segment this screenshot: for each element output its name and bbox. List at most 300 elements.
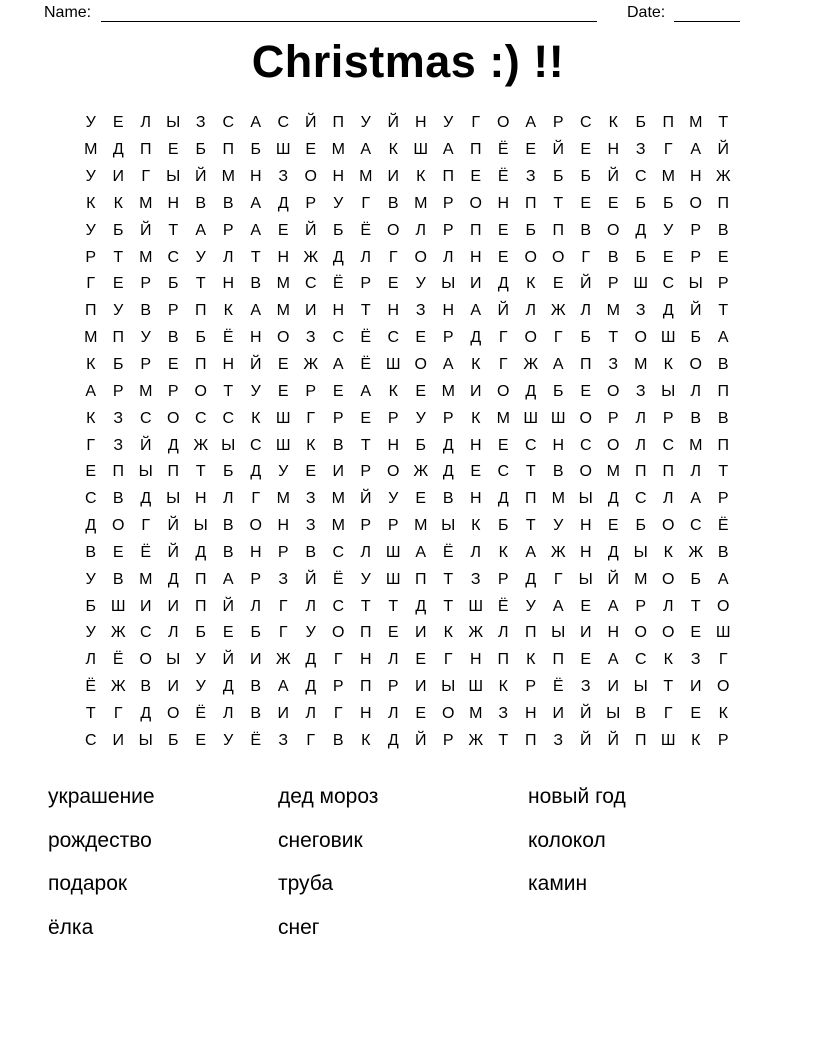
grid-letter: М (414, 517, 428, 535)
grid-letter: Ж (523, 356, 539, 374)
grid-letter: Т (690, 597, 701, 615)
grid-letter: У (388, 490, 399, 508)
grid-letter: Ы (441, 517, 456, 535)
grid-letter: Е (497, 221, 509, 239)
grid-letter: Ё (360, 356, 372, 374)
grid-letter: Ш (385, 570, 401, 588)
grid-letter: Е (277, 356, 289, 374)
grid-letter: Н (332, 168, 345, 186)
grid-letter: Ё (497, 597, 509, 615)
grid-letter: Е (497, 248, 509, 266)
grid-letter: А (250, 221, 262, 239)
grid-letter: Б (113, 356, 124, 374)
grid-letter: В (607, 248, 619, 266)
grid-letter: Г (278, 624, 288, 642)
grid-letter: Т (250, 248, 261, 266)
grid-letter: Ы (606, 704, 621, 722)
grid-letter: У (360, 570, 371, 588)
grid-letter: П (332, 114, 344, 132)
grid-letter: Е (580, 597, 592, 615)
grid-letter: Ш (413, 141, 429, 159)
word-item: снеговик (278, 828, 363, 852)
grid-letter: Л (415, 221, 426, 239)
grid-letter: О (469, 194, 482, 212)
grid-letter: З (305, 329, 316, 347)
grid-letter: Г (251, 490, 261, 508)
grid-letter: М (359, 168, 373, 186)
grid-letter: Е (112, 275, 124, 293)
word-item: ёлка (48, 915, 94, 939)
grid-letter: Д (525, 570, 537, 588)
grid-letter: Б (498, 517, 509, 535)
grid-letter: М (634, 356, 648, 374)
word-list (48, 775, 768, 950)
date-input-line[interactable] (674, 1, 740, 22)
grid-letter: Е (690, 624, 702, 642)
grid-letter: В (167, 329, 179, 347)
grid-letter: А (607, 651, 619, 669)
grid-letter: Е (112, 114, 124, 132)
grid-letter: У (195, 678, 206, 696)
grid-letter: О (414, 248, 427, 266)
grid-letter: И (552, 704, 564, 722)
grid-letter: Й (305, 114, 317, 132)
grid-letter: У (663, 221, 674, 239)
grid-letter: Н (414, 114, 427, 132)
grid-letter: К (86, 356, 96, 374)
grid-letter: М (689, 114, 703, 132)
grid-letter: Л (223, 490, 234, 508)
grid-letter: В (635, 704, 647, 722)
grid-letter: О (497, 114, 510, 132)
grid-letter: Г (113, 704, 123, 722)
grid-letter: М (139, 194, 153, 212)
grid-letter: О (552, 248, 565, 266)
grid-letter: Д (140, 704, 152, 722)
grid-letter: Р (525, 678, 537, 696)
grid-letter: Р (387, 409, 399, 427)
grid-letter: О (689, 356, 702, 374)
grid-letter: Н (359, 651, 372, 669)
grid-letter: П (580, 356, 592, 374)
word-item: колокол (528, 828, 606, 852)
grid-letter: Ё (222, 329, 234, 347)
grid-letter: Б (525, 221, 536, 239)
grid-letter: О (662, 517, 675, 535)
grid-letter: Ё (85, 678, 97, 696)
grid-letter: А (717, 329, 729, 347)
grid-letter: В (250, 678, 262, 696)
grid-letter: Р (717, 275, 729, 293)
grid-letter: П (635, 731, 647, 749)
grid-letter: У (85, 168, 96, 186)
grid-letter: А (250, 114, 262, 132)
grid-letter: О (112, 517, 125, 535)
grid-letter: Ё (552, 678, 564, 696)
grid-letter: К (86, 194, 96, 212)
grid-letter: З (635, 141, 646, 159)
grid-letter: С (304, 275, 317, 293)
grid-letter: Р (85, 248, 97, 266)
grid-letter: Р (662, 409, 674, 427)
grid-letter: Т (553, 194, 564, 212)
grid-letter: Д (635, 221, 647, 239)
grid-letter: Е (580, 651, 592, 669)
grid-letter: Б (635, 194, 646, 212)
grid-letter: Т (443, 597, 454, 615)
grid-letter: П (222, 141, 234, 159)
grid-letter: Е (607, 194, 619, 212)
grid-letter: Ё (195, 704, 207, 722)
grid-letter: В (387, 194, 399, 212)
word-list-column (278, 775, 528, 950)
grid-letter: У (250, 382, 261, 400)
grid-letter: Л (498, 624, 509, 642)
grid-letter: А (250, 302, 262, 320)
grid-letter: Ш (468, 678, 484, 696)
grid-letter: Е (607, 517, 619, 535)
grid-letter: О (524, 248, 537, 266)
grid-letter: Д (607, 490, 619, 508)
grid-letter: Л (305, 597, 316, 615)
grid-letter: Й (195, 168, 207, 186)
grid-letter: П (552, 651, 564, 669)
grid-letter: К (443, 624, 453, 642)
grid-letter: У (140, 329, 151, 347)
grid-letter: П (525, 731, 537, 749)
grid-letter: З (415, 302, 426, 320)
grid-letter: Д (140, 490, 152, 508)
grid-letter: Р (552, 114, 564, 132)
grid-letter: Ж (110, 678, 126, 696)
grid-letter: Л (360, 248, 371, 266)
grid-letter: С (332, 329, 345, 347)
grid-letter: Н (359, 704, 372, 722)
grid-letter: М (496, 409, 510, 427)
grid-letter: У (195, 248, 206, 266)
grid-letter: П (195, 356, 207, 374)
grid-letter: Н (387, 302, 400, 320)
grid-letter: Л (470, 543, 481, 561)
grid-letter: С (497, 463, 510, 481)
grid-letter: Ш (550, 409, 566, 427)
grid-letter: Н (607, 141, 620, 159)
grid-letter: О (387, 463, 400, 481)
grid-letter: М (84, 141, 98, 159)
grid-letter: Д (497, 275, 509, 293)
grid-letter: Р (250, 570, 262, 588)
grid-letter: О (414, 356, 427, 374)
grid-letter: Ж (715, 168, 731, 186)
grid-letter: И (470, 275, 482, 293)
grid-letter: Г (361, 194, 371, 212)
grid-letter: С (524, 436, 537, 454)
grid-letter: П (85, 302, 97, 320)
grid-letter: П (525, 490, 537, 508)
grid-letter: Г (498, 329, 508, 347)
grid-letter: Е (332, 382, 344, 400)
grid-letter: Т (718, 463, 729, 481)
grid-letter: Е (112, 543, 124, 561)
grid-letter: Й (497, 302, 509, 320)
grid-letter: П (662, 463, 674, 481)
grid-letter: Г (718, 651, 728, 669)
grid-letter: М (331, 490, 345, 508)
grid-letter: Р (442, 329, 454, 347)
grid-letter: Л (223, 248, 234, 266)
grid-letter: Б (635, 517, 646, 535)
grid-letter: Л (663, 490, 674, 508)
grid-letter: Д (85, 517, 97, 535)
grid-letter: К (388, 382, 398, 400)
grid-letter: Т (525, 463, 536, 481)
grid-letter: В (222, 543, 234, 561)
grid-letter: Ж (303, 248, 319, 266)
grid-letter: Л (443, 248, 454, 266)
grid-letter: Ш (110, 597, 126, 615)
grid-letter: Л (168, 624, 179, 642)
grid-letter: Р (442, 409, 454, 427)
grid-letter: П (635, 463, 647, 481)
grid-letter: С (222, 409, 235, 427)
grid-letter: К (471, 517, 481, 535)
grid-letter: У (278, 463, 289, 481)
grid-letter: Б (195, 329, 206, 347)
grid-letter: Б (333, 221, 344, 239)
grid-letter: Р (360, 517, 372, 535)
grid-letter: О (194, 382, 207, 400)
grid-letter: П (140, 141, 152, 159)
grid-letter: Г (333, 704, 343, 722)
grid-letter: И (167, 597, 179, 615)
grid-letter: Д (662, 302, 674, 320)
grid-letter: К (498, 678, 508, 696)
grid-letter: А (525, 543, 537, 561)
grid-letter: И (415, 624, 427, 642)
grid-letter: М (139, 248, 153, 266)
grid-letter: Ж (468, 624, 484, 642)
name-input-line[interactable] (101, 1, 597, 22)
grid-letter: Ы (633, 543, 648, 561)
grid-letter: Й (607, 570, 619, 588)
grid-letter: Е (717, 248, 729, 266)
grid-letter: Т (223, 382, 234, 400)
grid-letter: П (195, 302, 207, 320)
grid-letter: Е (167, 356, 179, 374)
grid-letter: З (470, 570, 481, 588)
grid-letter: Ж (110, 624, 126, 642)
grid-letter: Д (442, 436, 454, 454)
grid-letter: У (85, 624, 96, 642)
grid-letter: У (415, 275, 426, 293)
grid-letter: Г (443, 651, 453, 669)
grid-letter: Д (470, 329, 482, 347)
grid-letter: О (717, 597, 730, 615)
word-item: снег (278, 915, 320, 939)
grid-letter: С (249, 436, 262, 454)
grid-letter: Б (635, 114, 646, 132)
grid-letter: Ы (166, 168, 181, 186)
grid-letter: Т (195, 275, 206, 293)
grid-letter: А (552, 597, 564, 615)
word-item: рождество (48, 828, 152, 852)
grid-letter: Т (195, 463, 206, 481)
grid-letter: С (167, 248, 180, 266)
grid-letter: П (415, 570, 427, 588)
grid-letter: М (276, 275, 290, 293)
grid-letter: Ж (688, 543, 704, 561)
grid-letter: Ж (550, 302, 566, 320)
grid-letter: Г (553, 570, 563, 588)
grid-letter: К (608, 114, 618, 132)
grid-letter: Ы (166, 651, 181, 669)
grid-letter: У (113, 302, 124, 320)
grid-letter: Ж (550, 543, 566, 561)
grid-letter: Р (690, 248, 702, 266)
grid-letter: С (387, 329, 400, 347)
grid-letter: Ё (360, 221, 372, 239)
grid-letter: Н (579, 517, 592, 535)
grid-letter: Ж (193, 436, 209, 454)
grid-letter: К (471, 409, 481, 427)
grid-letter: Й (580, 275, 592, 293)
grid-letter: О (497, 382, 510, 400)
grid-letter: А (360, 141, 372, 159)
grid-letter: Й (305, 570, 317, 588)
grid-letter: Й (607, 731, 619, 749)
grid-letter: Н (442, 302, 455, 320)
grid-letter: У (305, 624, 316, 642)
grid-letter: Л (305, 704, 316, 722)
grid-letter: Н (469, 248, 482, 266)
grid-letter: А (360, 382, 372, 400)
grid-letter: Р (442, 221, 454, 239)
grid-letter: Д (305, 651, 317, 669)
grid-letter: З (608, 356, 619, 374)
grid-letter: М (139, 382, 153, 400)
grid-letter: А (332, 356, 344, 374)
grid-letter: А (222, 570, 234, 588)
grid-letter: А (442, 141, 454, 159)
grid-letter: К (526, 651, 536, 669)
grid-letter: Л (388, 704, 399, 722)
grid-letter: Ы (166, 490, 181, 508)
grid-letter: Р (360, 463, 372, 481)
grid-letter: Ё (442, 543, 454, 561)
grid-letter: Т (168, 221, 179, 239)
grid-letter: З (195, 114, 206, 132)
grid-letter: Й (360, 490, 372, 508)
grid-letter: И (140, 597, 152, 615)
grid-letter: К (691, 731, 701, 749)
grid-letter: Е (387, 275, 399, 293)
grid-letter: Е (277, 221, 289, 239)
grid-letter: Н (579, 543, 592, 561)
grid-letter: Ы (193, 517, 208, 535)
grid-letter: Д (112, 141, 124, 159)
grid-letter: П (360, 624, 372, 642)
grid-letter: З (635, 382, 646, 400)
grid-letter: Б (250, 624, 261, 642)
grid-letter: К (663, 356, 673, 374)
grid-letter: Й (580, 704, 592, 722)
grid-letter: Е (525, 141, 537, 159)
grid-letter: Б (195, 624, 206, 642)
grid-letter: Б (580, 168, 591, 186)
grid-letter: Е (305, 463, 317, 481)
grid-letter: А (250, 194, 262, 212)
grid-letter: Д (607, 543, 619, 561)
grid-letter: М (689, 436, 703, 454)
grid-letter: Б (553, 168, 564, 186)
grid-letter: П (525, 194, 537, 212)
grid-letter: М (331, 141, 345, 159)
grid-letter: К (251, 409, 261, 427)
grid-letter: С (222, 114, 235, 132)
grid-letter: И (607, 678, 619, 696)
grid-letter: Л (525, 302, 536, 320)
grid-letter: Б (663, 194, 674, 212)
grid-letter: Е (415, 490, 427, 508)
grid-letter: Е (662, 248, 674, 266)
grid-letter: Ё (250, 731, 262, 749)
grid-letter: Н (249, 329, 262, 347)
grid-letter: Е (580, 382, 592, 400)
grid-letter: К (498, 543, 508, 561)
grid-letter: А (277, 678, 289, 696)
grid-letter: Ы (661, 382, 676, 400)
grid-letter: Л (663, 597, 674, 615)
grid-letter: Ш (385, 356, 401, 374)
grid-letter: Р (607, 409, 619, 427)
grid-letter: И (167, 678, 179, 696)
grid-letter: В (332, 436, 344, 454)
grid-letter: О (332, 624, 345, 642)
grid-letter: П (662, 114, 674, 132)
grid-letter: Н (222, 356, 235, 374)
grid-letter: М (276, 302, 290, 320)
grid-letter: Р (360, 275, 372, 293)
grid-letter: Ё (332, 275, 344, 293)
grid-letter: Р (442, 731, 454, 749)
grid-letter: Й (552, 141, 564, 159)
grid-letter: Й (717, 141, 729, 159)
grid-letter: Ш (715, 624, 731, 642)
grid-letter: Г (306, 731, 316, 749)
grid-letter: О (634, 329, 647, 347)
grid-letter: В (140, 302, 152, 320)
grid-letter: Т (85, 704, 96, 722)
grid-letter: Л (388, 651, 399, 669)
grid-letter: С (332, 597, 345, 615)
word-item: дед мороз (278, 784, 379, 808)
grid-letter: Р (635, 597, 647, 615)
grid-letter: У (443, 114, 454, 132)
grid-letter: С (662, 436, 675, 454)
grid-letter: Ы (578, 570, 593, 588)
grid-letter: Й (167, 517, 179, 535)
grid-letter: А (607, 597, 619, 615)
grid-letter: Т (360, 436, 371, 454)
grid-letter: П (525, 624, 537, 642)
word-item: новый год (528, 784, 626, 808)
grid-letter: Н (524, 704, 537, 722)
grid-letter: Д (167, 436, 179, 454)
grid-letter: Т (360, 597, 371, 615)
grid-letter: Ш (275, 141, 291, 159)
grid-letter: Л (635, 409, 646, 427)
grid-letter: А (415, 543, 427, 561)
